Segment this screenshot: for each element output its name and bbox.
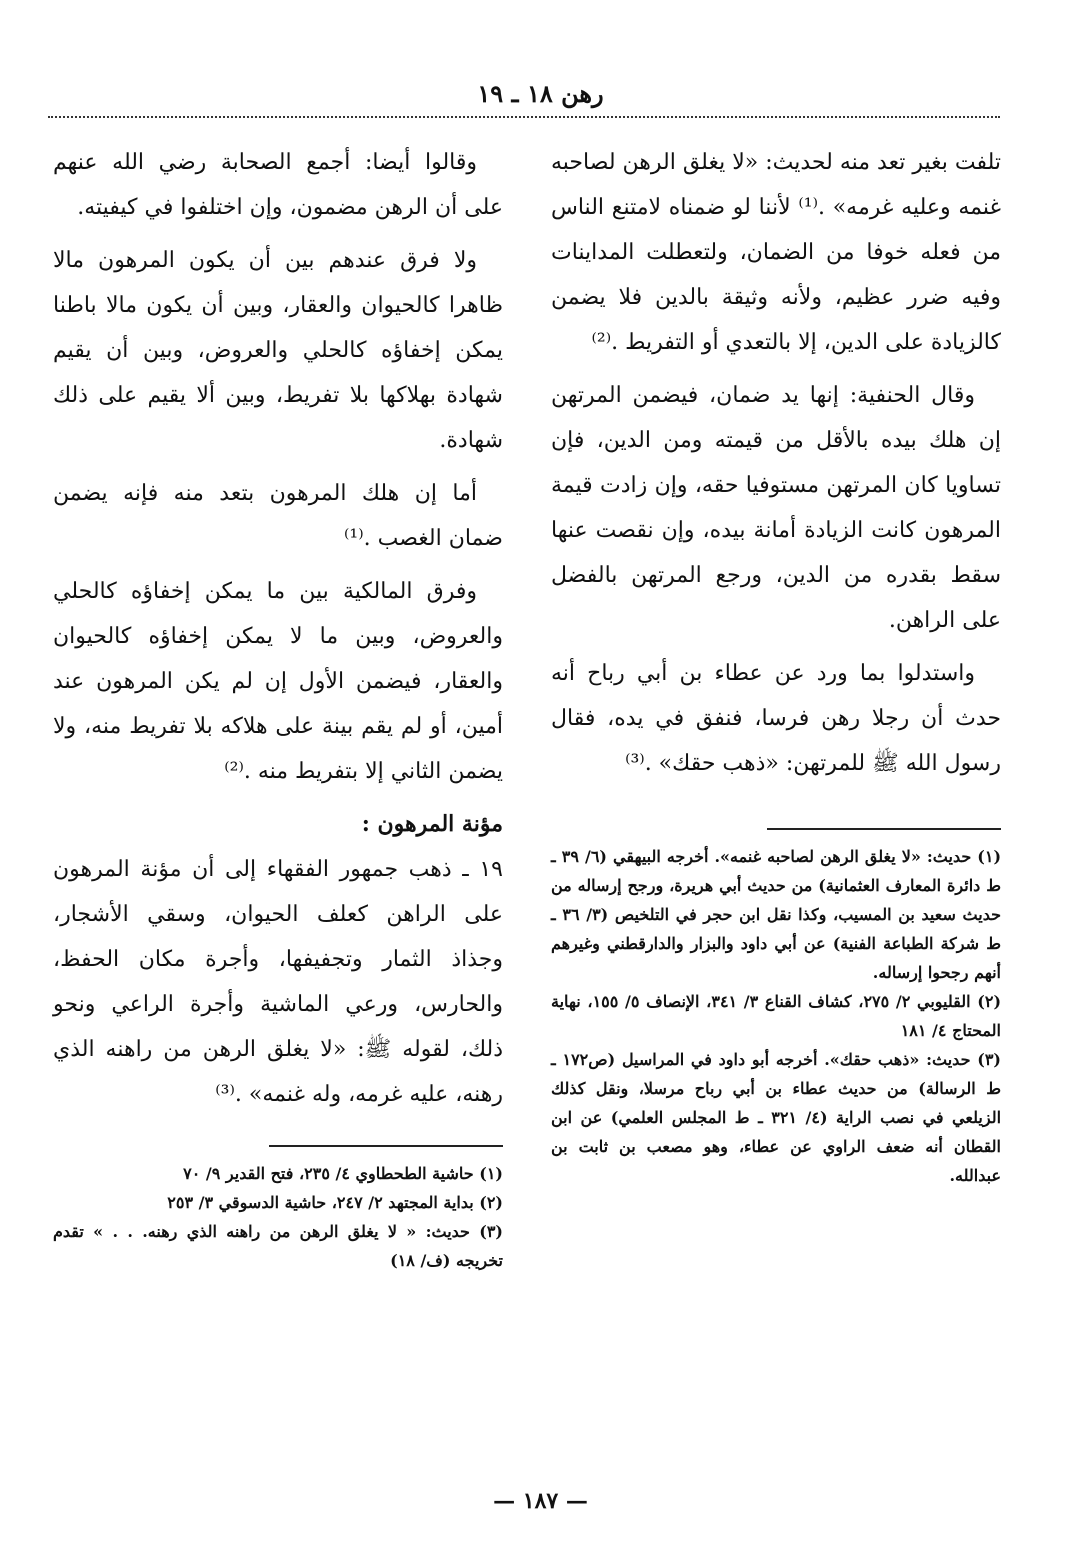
left-column-body bbox=[53, 140, 503, 1117]
left-footnotes bbox=[53, 1159, 503, 1275]
right-footnotes bbox=[551, 842, 1001, 1190]
footnote: (٢) بداية المجتهد ٢/ ٢٤٧، حاشية الدسوقي ٣/ ٢٥٣ bbox=[167, 1193, 503, 1212]
section-heading: مؤنة المرهون : bbox=[361, 811, 503, 837]
paragraph: ولا فرق عندهم بين أن يكون المرهون مالا ظاهرا كالحيوان والعقار، وبين أن يكون مالا باطنا يمكن إخفاؤه كالحلي والعروض، وبين أن يقيم شهادة بهلاكها بلا تفريط، وبين ألا يقيم على ذلك شهادة. bbox=[53, 248, 503, 453]
right-column bbox=[551, 140, 1001, 1190]
header-dotted-rule bbox=[48, 116, 1000, 118]
left-column bbox=[53, 140, 503, 1275]
footnote: (١) حاشية الطحطاوي ٤/ ٢٣٥، فتح القدير ٩/ ٧٠ bbox=[183, 1164, 503, 1183]
page-number: — ١٨٧ — bbox=[493, 1488, 588, 1514]
paragraph: تلفت بغير تعد منه لحديث: «لا يغلق الرهن لصاحبه غنمه وعليه غرمه» .⁽¹⁾ لأننا لو ضمناه لامتنع الناس من فعله خوفا من الضمان، ولتعطلت المداينات وفيه ضرر عظيم، ولأنه وثيقة بالدين فلا يضمن كالزيادة على الدين، إلا بالتعدي أو التفريط .⁽²⁾ bbox=[551, 150, 1002, 355]
paragraph: وقالوا أيضا: أجمع الصحابة رضي الله عنهم على أن الرهن مضمون، وإن اختلفوا في كيفيته. bbox=[53, 150, 503, 220]
paragraph: ١٩ ـ ذهب جمهور الفقهاء إلى أن مؤنة المرهون على الراهن كعلف الحيوان، وسقي الأشجار، وجذاذ الثمار وتجفيفها، وأجرة مكان الحفظ، والحارس، ورعي الماشية وأجرة الراعي ونحو ذلك، لقوله ﷺ: «لا يغلق الرهن من راهنه الذي رهنه، عليه غرمه، وله غنمه» .⁽³⁾ bbox=[53, 857, 503, 1107]
footnote: (٣) حديث: « لا يغلق الرهن من راهنه الذي رهنه. . . » تقدم تخريجه (ف/ ١٨) bbox=[53, 1222, 503, 1270]
paragraph: وقال الحنفية: إنها يد ضمان، فيضمن المرتهن إن هلك بيده بالأقل من قيمته ومن الدين، فإن تساويا كان المرتهن مستوفيا حقه، وإن زادت قيمة المرهون كانت الزيادة أمانة بيده، وإن نقصت عنها سقط بقدره من الدين، ورجع المرتهن بالفضل على الراهن. bbox=[551, 383, 1001, 633]
footnote: (١) حديث: «لا يغلق الرهن لصاحبه غنمه». أخرجه البيهقي (٦/ ٣٩ ـ ط دائرة المعارف العثمانية) من حديث أبي هريرة، ورجح إرساله من حديث سعيد بن المسيب، وكذا نقل ابن حجر في التلخيص (٣/ ٣٦ ـ ط شركة الطباعة الفنية) عن أبي داود والبزار والدارقطني وغيرهم أنهم رجحوا إرساله. bbox=[551, 847, 1002, 982]
footnote: (٣) حديث: «ذهب حقك». أخرجه أبو داود في المراسيل (ص١٧٢ ـ ط الرسالة) من حديث عطاء بن أبي رباح مرسلا، ونقل كذلك الزيلعي في نصب الراية (٤/ ٣٢١ ـ ط المجلس العلمي) عن ابن القطان أنه ضعف الراوي عن عطاء، وهو مصعب بن ثابت بن عبدالله. bbox=[551, 1050, 1002, 1185]
footnote: (٢) القليوبي ٢/ ٢٧٥، كشاف القناع ٣/ ٣٤١، الإنصاف ٥/ ١٥٥، نهاية المحتاج ٤/ ١٨١ bbox=[551, 992, 1002, 1040]
running-header: رهن ١٨ ـ ١٩ bbox=[477, 79, 604, 108]
footnote-separator bbox=[269, 1145, 503, 1147]
right-column-body bbox=[551, 140, 1001, 786]
paragraph: أما إن هلك المرهون بتعد منه فإنه يضمن ضمان الغصب .⁽¹⁾ bbox=[53, 481, 503, 551]
footnote-separator bbox=[767, 828, 1001, 830]
paragraph: وفرق المالكية بين ما يمكن إخفاؤه كالحلي والعروض، وبين ما لا يمكن إخفاؤه كالحيوان والعقار، فيضمن الأول إن لم يكن المرهون عند أمين، أو لم يقم بينة على هلاكه بلا تفريط منه، ولا يضمن الثاني إلا بتفريط منه .⁽²⁾ bbox=[53, 579, 503, 784]
paragraph: واستدلوا بما ورد عن عطاء بن أبي رباح أنه حدث أن رجلا رهن فرسا، فنفق في يده، فقال رسول الله ﷺ للمرتهن: «ذهب حقك» .⁽³⁾ bbox=[551, 661, 1001, 776]
